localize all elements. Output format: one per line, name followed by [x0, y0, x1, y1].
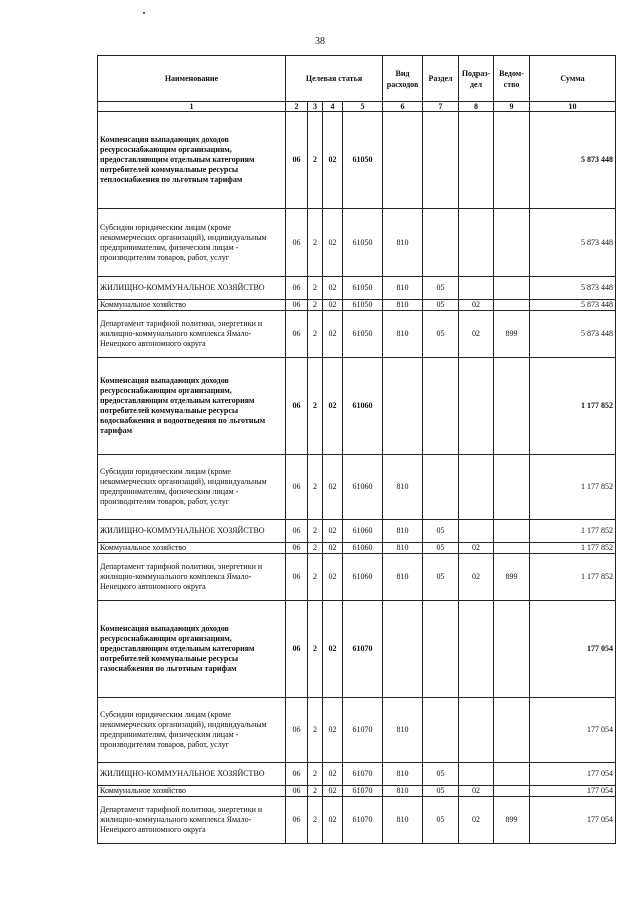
row-subsection: [459, 112, 494, 209]
row-name: ЖИЛИЩНО-КОММУНАЛЬНОЕ ХОЗЯЙСТВО: [98, 763, 286, 786]
column-number: 5: [343, 102, 383, 112]
row-subsection: [459, 520, 494, 543]
header-expense-type: Вид расходов: [383, 56, 423, 102]
row-expense-type: 810: [383, 311, 423, 358]
table-row: [98, 300, 616, 311]
column-number: 10: [530, 102, 616, 112]
row-amount: 177 054: [530, 786, 616, 797]
budget-table: [97, 55, 616, 844]
row-program: 06: [286, 277, 308, 300]
row-direction: 61060: [343, 554, 383, 601]
row-program: 06: [286, 209, 308, 277]
row-section: [423, 601, 459, 698]
row-activity: 02: [323, 554, 343, 601]
row-expense-type: 810: [383, 455, 423, 520]
row-activity: 02: [323, 455, 343, 520]
row-section: 05: [423, 277, 459, 300]
row-expense-type: 810: [383, 520, 423, 543]
row-amount: 177 054: [530, 698, 616, 763]
row-section: 05: [423, 300, 459, 311]
table-row: [98, 358, 616, 455]
row-name: Субсидии юридическим лицам (кроме некоммерческих организаций), индивидуальным предпринимателям, физическим лицам - производителям товаров, работ, услуг: [98, 698, 286, 763]
row-program: 06: [286, 786, 308, 797]
header-amount: Сумма: [530, 56, 616, 102]
row-department: [494, 763, 530, 786]
row-name: ЖИЛИЩНО-КОММУНАЛЬНОЕ ХОЗЯЙСТВО: [98, 520, 286, 543]
row-subsection: [459, 698, 494, 763]
row-department: [494, 601, 530, 698]
row-subsection: 02: [459, 554, 494, 601]
row-subsection: [459, 358, 494, 455]
row-expense-type: [383, 358, 423, 455]
row-section: [423, 209, 459, 277]
header-row: [98, 56, 616, 102]
table-row: [98, 797, 616, 844]
row-department: [494, 112, 530, 209]
row-department: [494, 358, 530, 455]
row-direction: 61060: [343, 520, 383, 543]
row-subprogram: 2: [308, 554, 323, 601]
row-department: 899: [494, 797, 530, 844]
row-section: 05: [423, 520, 459, 543]
table-row: [98, 277, 616, 300]
row-program: 06: [286, 300, 308, 311]
row-subprogram: 2: [308, 311, 323, 358]
row-name: Коммунальное хозяйство: [98, 786, 286, 797]
row-amount: 177 054: [530, 601, 616, 698]
row-program: 06: [286, 698, 308, 763]
row-name: Коммунальное хозяйство: [98, 543, 286, 554]
column-number: 7: [423, 102, 459, 112]
table-row: [98, 209, 616, 277]
column-number: 3: [308, 102, 323, 112]
row-department: 899: [494, 554, 530, 601]
row-section: 05: [423, 763, 459, 786]
row-direction: 61050: [343, 311, 383, 358]
row-subsection: [459, 277, 494, 300]
row-name: ЖИЛИЩНО-КОММУНАЛЬНОЕ ХОЗЯЙСТВО: [98, 277, 286, 300]
row-amount: 1 177 852: [530, 455, 616, 520]
row-amount: 5 873 448: [530, 311, 616, 358]
row-department: [494, 277, 530, 300]
row-subprogram: 2: [308, 209, 323, 277]
column-number: 6: [383, 102, 423, 112]
scan-speck: [143, 12, 145, 14]
table-row: [98, 601, 616, 698]
row-subsection: [459, 209, 494, 277]
row-expense-type: [383, 112, 423, 209]
row-subsection: 02: [459, 797, 494, 844]
row-department: [494, 543, 530, 554]
header-department: Ведом-ство: [494, 56, 530, 102]
row-activity: 02: [323, 797, 343, 844]
row-program: 06: [286, 520, 308, 543]
row-department: [494, 209, 530, 277]
row-activity: 02: [323, 112, 343, 209]
row-expense-type: 810: [383, 698, 423, 763]
row-subsection: 02: [459, 786, 494, 797]
row-section: [423, 455, 459, 520]
row-activity: 02: [323, 543, 343, 554]
row-subsection: [459, 601, 494, 698]
row-amount: 5 873 448: [530, 300, 616, 311]
row-amount: 1 177 852: [530, 520, 616, 543]
row-expense-type: [383, 601, 423, 698]
table-row: [98, 543, 616, 554]
row-direction: 61050: [343, 209, 383, 277]
row-amount: 1 177 852: [530, 358, 616, 455]
column-number-row: [98, 102, 616, 112]
row-subprogram: 2: [308, 520, 323, 543]
table-row: [98, 698, 616, 763]
row-subprogram: 2: [308, 543, 323, 554]
row-direction: 61070: [343, 797, 383, 844]
row-activity: 02: [323, 698, 343, 763]
row-direction: 61070: [343, 601, 383, 698]
row-subprogram: 2: [308, 763, 323, 786]
table-row: [98, 763, 616, 786]
row-subprogram: 2: [308, 277, 323, 300]
row-subprogram: 2: [308, 601, 323, 698]
row-department: [494, 786, 530, 797]
column-number: 1: [98, 102, 286, 112]
row-name: Департамент тарифной политики, энергетики и жилищно-коммунального комплекса Ямало-Ненецкого автономного округа: [98, 311, 286, 358]
row-name: Департамент тарифной политики, энергетики и жилищно-коммунального комплекса Ямало-Ненецкого автономного округа: [98, 797, 286, 844]
row-amount: 177 054: [530, 797, 616, 844]
row-department: [494, 520, 530, 543]
row-amount: 177 054: [530, 763, 616, 786]
row-activity: 02: [323, 209, 343, 277]
column-number: 8: [459, 102, 494, 112]
row-direction: 61050: [343, 112, 383, 209]
row-section: 05: [423, 311, 459, 358]
row-subprogram: 2: [308, 797, 323, 844]
row-expense-type: 810: [383, 797, 423, 844]
row-subprogram: 2: [308, 358, 323, 455]
row-name: Субсидии юридическим лицам (кроме некоммерческих организаций), индивидуальным предпринимателям, физическим лицам - производителям товаров, работ, услуг: [98, 209, 286, 277]
row-section: 05: [423, 797, 459, 844]
row-activity: 02: [323, 601, 343, 698]
row-name: Департамент тарифной политики, энергетики и жилищно-коммунального комплекса Ямало-Ненецкого автономного округа: [98, 554, 286, 601]
row-section: [423, 358, 459, 455]
row-activity: 02: [323, 311, 343, 358]
row-expense-type: 810: [383, 300, 423, 311]
row-department: 899: [494, 311, 530, 358]
row-direction: 61070: [343, 786, 383, 797]
row-department: [494, 300, 530, 311]
row-section: 05: [423, 543, 459, 554]
row-name: Субсидии юридическим лицам (кроме некоммерческих организаций), индивидуальным предпринимателям, физическим лицам - производителям товаров, работ, услуг: [98, 455, 286, 520]
row-expense-type: 810: [383, 554, 423, 601]
row-program: 06: [286, 112, 308, 209]
table-row: [98, 112, 616, 209]
column-number: 2: [286, 102, 308, 112]
table-row: [98, 520, 616, 543]
header-target: Целевая статья: [286, 56, 383, 102]
row-subsection: [459, 763, 494, 786]
row-program: 06: [286, 543, 308, 554]
row-name: Коммунальное хозяйство: [98, 300, 286, 311]
row-direction: 61050: [343, 300, 383, 311]
row-activity: 02: [323, 300, 343, 311]
row-amount: 5 873 448: [530, 209, 616, 277]
table-row: [98, 455, 616, 520]
row-activity: 02: [323, 520, 343, 543]
row-activity: 02: [323, 277, 343, 300]
header-subsection: Подраз-дел: [459, 56, 494, 102]
column-number: 9: [494, 102, 530, 112]
row-program: 06: [286, 763, 308, 786]
table-row: [98, 554, 616, 601]
row-section: [423, 698, 459, 763]
row-name: Компенсация выпадающих доходов ресурсоснабжающим организациям, предоставляющим отдельным категориям потребителей коммунальные ресурсы водоснабжения и водоотведения по льготным тарифам: [98, 358, 286, 455]
row-amount: 5 873 448: [530, 112, 616, 209]
row-name: Компенсация выпадающих доходов ресурсоснабжающим организациям, предоставляющим отдельным категориям потребителей коммунальные ресурсы газоснабжения по льготным тарифам: [98, 601, 286, 698]
table-row: [98, 786, 616, 797]
row-expense-type: 810: [383, 543, 423, 554]
page-number: 38: [315, 36, 325, 47]
row-subprogram: 2: [308, 786, 323, 797]
table-row: [98, 311, 616, 358]
row-expense-type: 810: [383, 786, 423, 797]
row-subprogram: 2: [308, 112, 323, 209]
row-activity: 02: [323, 786, 343, 797]
row-direction: 61070: [343, 698, 383, 763]
row-subprogram: 2: [308, 455, 323, 520]
row-amount: 1 177 852: [530, 554, 616, 601]
row-amount: 1 177 852: [530, 543, 616, 554]
row-section: 05: [423, 786, 459, 797]
row-subsection: 02: [459, 311, 494, 358]
header-section: Раздел: [423, 56, 459, 102]
row-subprogram: 2: [308, 698, 323, 763]
row-program: 06: [286, 554, 308, 601]
row-direction: 61060: [343, 543, 383, 554]
row-amount: 5 873 448: [530, 277, 616, 300]
row-program: 06: [286, 601, 308, 698]
row-activity: 02: [323, 763, 343, 786]
row-section: 05: [423, 554, 459, 601]
row-subsection: 02: [459, 543, 494, 554]
row-program: 06: [286, 311, 308, 358]
row-subsection: 02: [459, 300, 494, 311]
row-activity: 02: [323, 358, 343, 455]
header-name: Наименование: [98, 56, 286, 102]
row-direction: 61060: [343, 455, 383, 520]
row-expense-type: 810: [383, 763, 423, 786]
row-program: 06: [286, 455, 308, 520]
row-expense-type: 810: [383, 209, 423, 277]
row-program: 06: [286, 797, 308, 844]
row-direction: 61060: [343, 358, 383, 455]
row-direction: 61070: [343, 763, 383, 786]
row-department: [494, 455, 530, 520]
row-program: 06: [286, 358, 308, 455]
row-department: [494, 698, 530, 763]
row-expense-type: 810: [383, 277, 423, 300]
column-number: 4: [323, 102, 343, 112]
row-name: Компенсация выпадающих доходов ресурсоснабжающим организациям, предоставляющим отдельным категориям потребителей коммунальные ресурсы теплоснабжения по льготным тарифам: [98, 112, 286, 209]
row-subprogram: 2: [308, 300, 323, 311]
row-section: [423, 112, 459, 209]
row-direction: 61050: [343, 277, 383, 300]
row-subsection: [459, 455, 494, 520]
